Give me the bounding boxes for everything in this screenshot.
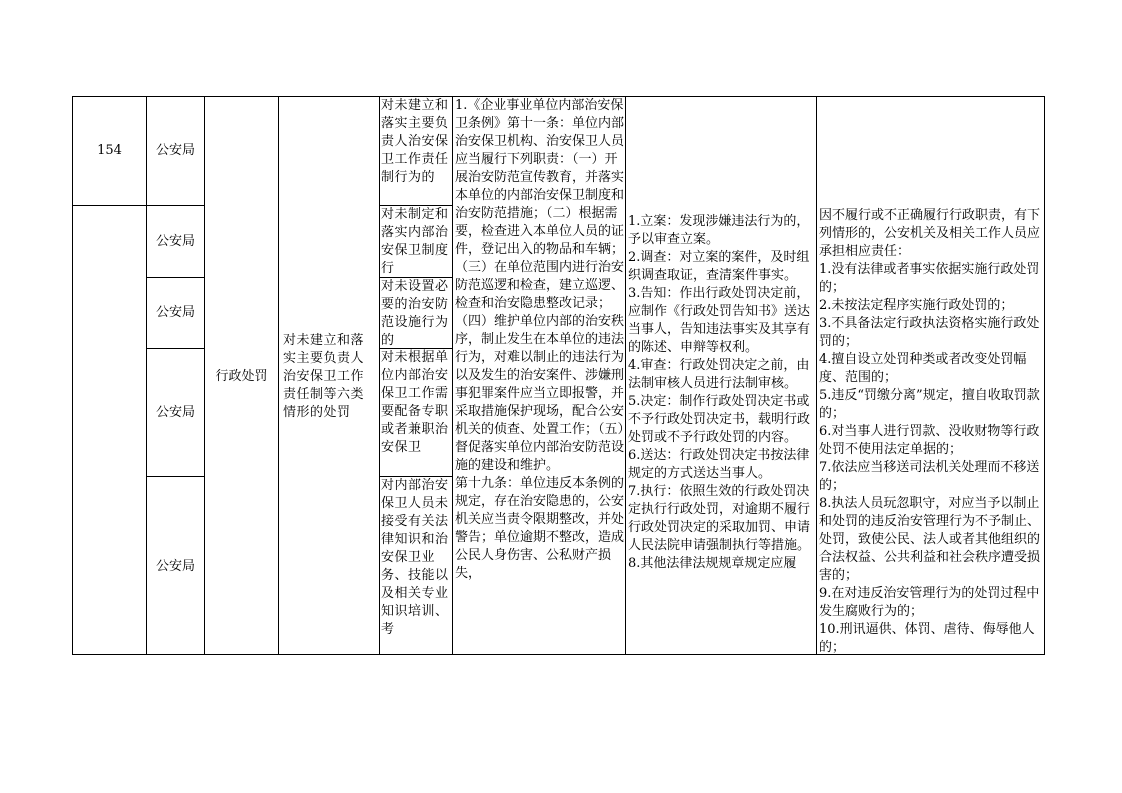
responsibility-item: 7.依法应当移送司法机关处理而不移送的； [819, 460, 1040, 493]
responsibility-item: 3.不具备法定行政执法资格实施行政处罚的； [819, 316, 1040, 349]
department-cell: 公安局 [155, 143, 195, 158]
procedure-step: 6.送达：行政处罚决定书按法律规定的方式送达当事人。 [628, 448, 810, 481]
responsibility-item: 2.未按法定程序实施行政处罚的； [819, 298, 1014, 313]
department-cell: 公安局 [155, 305, 195, 320]
legal-basis-cell [453, 97, 625, 655]
responsibility-item: 1.没有法律或者事实依据实施行政处罚的； [819, 262, 1040, 295]
procedure-step: 7.执行：依照生效的行政处罚决定执行行政处罚，对逾期不履行行政处罚决定的采取加罚、申请人民法院申请强制执行等措施。 [628, 484, 811, 553]
responsibility-item: 10.刑讯逼供、体罚、虐待、侮辱他人的； [819, 622, 1035, 655]
department-cell: 公安局 [155, 233, 195, 249]
procedure-step: 4.审查：行政处罚决定之前，由法制审核人员进行法制审核。 [628, 358, 810, 391]
procedure-step: 3.告知：作出行政处罚决定前，应制作《行政处罚告知书》送达当事人，告知违法事实及其享有的陈述、申辩等权利。 [628, 286, 811, 355]
procedure-cell [626, 97, 816, 655]
row-number: 154 [97, 143, 122, 158]
sub-item-cell [380, 349, 452, 476]
procedure-step: 8.其他法律法规规章规定应履 [628, 556, 797, 571]
legal-basis-paragraph: 1.《企业事业单位内部治安保卫条例》第十一条：单位内部治安保卫机构、治安保卫人员应当履行下列职责：（一）开展治安防范宣传教育，并落实本单位的内部治安保卫制度和治安防范措施；（二）根据需要，检查进入本单位人员的证件，登记出入的物品和车辆；（三）在单位范围内进行治安防范巡逻和检查，建立巡逻、检查和治安隐患整改记录；（四）维护单位内部的治安秩序，制止发生在本单位的违法行为，对难以制止的违法行为以及发生的治安案件、涉嫌刑事犯罪案件应当立即报警，并采取措施保护现场，配合公安机关的侦查、处置工作；（五）督促落实单位内部治安防范设施的建设和维护。 [455, 98, 625, 473]
sub-item-text: 对未建立和落实主要负责人治安保卫工作责任制行为的 [381, 98, 449, 185]
sub-item-text: 对未根据单位内部治安保卫工作需要配备专职或者兼职治安保卫 [381, 350, 449, 455]
sub-item-cell [380, 477, 452, 655]
sub-item-text: 对未制定和落实内部治安保卫制度行 [381, 207, 449, 276]
responsibility-item: 9.在对违反治安管理行为的处罚过程中发生腐败行为的； [819, 586, 1040, 619]
sub-item-text: 对内部治安保卫人员未接受有关法律知识和治安保卫业务、技能以及相关专业知识培训、考 [381, 478, 449, 637]
responsibility-intro: 因不履行或不正确履行行政职责，有下列情形的，公安机关及相关工作人员应承担相应责任： [819, 208, 1041, 259]
procedure-step: 2.调查：对立案的案件，及时组织调查取证，查清案件事实。 [628, 250, 810, 283]
item-name-text: 对未建立和落实主要负责人治安保卫工作责任制等六类情形的处罚 [283, 332, 365, 420]
sub-item-text: 对未设置必要的治安防范设施行为的 [381, 279, 449, 348]
department-cell: 公安局 [155, 404, 195, 420]
responsibility-cell [817, 97, 1045, 655]
item-name [279, 97, 379, 655]
sub-item-cell [380, 278, 452, 348]
responsibility-item: 6.对当事人进行罚款、没收财物等行政处罚不使用法定单据的； [819, 424, 1040, 457]
power-category: 行政处罚 [215, 368, 268, 384]
department-cell: 公安局 [155, 558, 195, 574]
responsibility-item: 5.违反“罚缴分离”规定，擅自收取罚款的； [819, 388, 1040, 421]
sub-item-cell [380, 206, 452, 277]
sub-item-cell [380, 97, 452, 205]
regulation-table [72, 96, 1045, 655]
legal-basis-paragraph: 第十九条：单位违反本条例的规定，存在治安隐患的，公安机关应当责令限期整改，并处警告；单位逾期不整改，造成公民人身伤害、公私财产损失， [455, 476, 625, 581]
procedure-step: 5.决定：制作行政处罚决定书或不予行政处罚决定书，载明行政处罚或不予行政处罚的内容。 [628, 394, 811, 445]
responsibility-item: 4.擅自设立处罚种类或者改变处罚幅度、范围的； [819, 352, 1027, 385]
procedure-step: 1.立案：发现涉嫌违法行为的，予以审查立案。 [628, 214, 810, 247]
responsibility-item: 8.执法人员玩忽职守，对应当予以制止和处罚的违反治安管理行为不予制止、处罚，致使公民、法人或者其他组织的合法权益、公共利益和社会秩序遭受损害的； [819, 496, 1041, 583]
